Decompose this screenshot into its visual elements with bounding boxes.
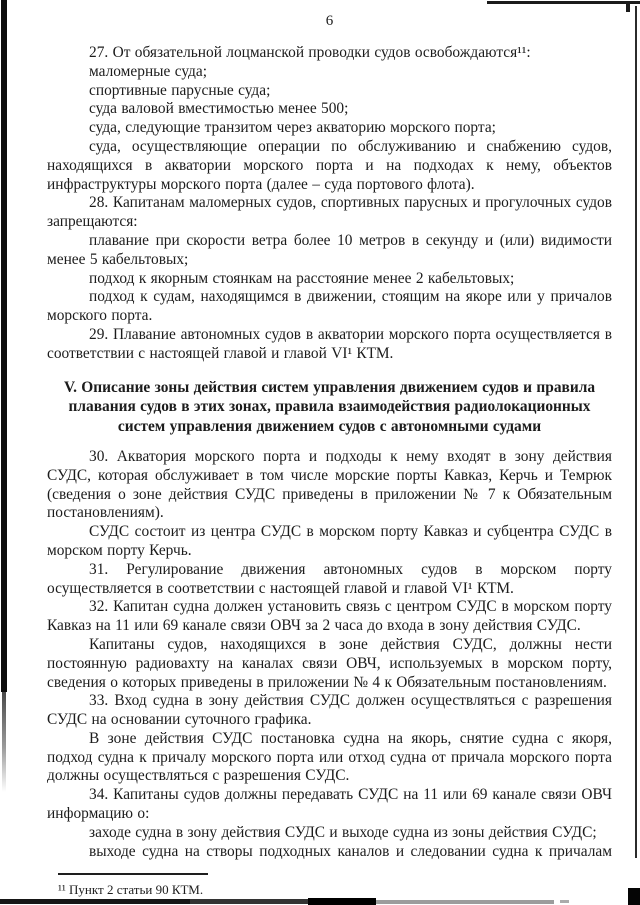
paragraph: 27. От обязательной лоцманской проводки судов освобождаются¹¹: [89, 44, 531, 61]
paragraph: подход к судам, находящимся в движении, стоящим на якоре или у причалов морского порта. [47, 288, 612, 325]
paragraph: подход к якорным стоянкам на расстояние менее 2 кабельтовых; [89, 269, 515, 287]
paragraph: СУДС состоит из центра СУДС в морском порту Кавказ и субцентра СУДС в морском порту Керчь. [47, 523, 612, 559]
scan-artifact-left-bar [1, 0, 7, 692]
paragraph: суда валовой вместимостью менее 500; [89, 100, 349, 118]
scan-artifact-bottom-bar [308, 898, 376, 905]
paragraph: Капитаны судов, находящихся в зоне действия СУДС, должны нести постоянную радиовахту на каналах связи ОВЧ, используемых в морском порту, сведения о которых приведены в приложении № 4 к Обязательным постановлениям. [47, 635, 612, 691]
scan-artifact-left-bar-fade [2, 692, 6, 792]
paragraph: выходе судна на створы подходных каналов и следовании судна к причалам [89, 842, 612, 860]
paragraph: суда, осуществляющие операции по обслуживанию и снабжению судов, находящихся в акватории морского порта и на подходах к нему, объектов инфраструктуры морского порта (далее – суда портового флота). [47, 137, 612, 193]
paragraph: 28. Капитанам маломерных судов, спортивных парусных и прогулочных судов запрещаются: [47, 194, 612, 231]
scan-artifact-bottom-bar [560, 900, 569, 903]
section-heading: V. Описание зоны действия систем управления движением судов и правила плавания судов в этих зонах, правила взаимодействия радиолокационных систем управления движением судов с автономными судами [63, 378, 596, 436]
paragraph: 32. Капитан судна должен установить связь с центром СУДС в морском порту Кавказ на 11 или 69 канале связи ОВЧ за 2 часа до входа в зону действия СУДС. [47, 598, 612, 635]
paragraph-list [47, 44, 612, 861]
document-body [47, 44, 612, 898]
paragraph: 31. Регулирование движения автономных судов в морском порту осуществляется в соответствии с настоящей главой и главой VI¹ КТМ. [47, 560, 612, 597]
paragraph: 34. Капитаны судов должны передавать СУДС на 11 или 69 канале связи ОВЧ информацию о: [47, 786, 612, 823]
paragraph: 33. Вход судна в зону действия СУДС должен осуществляться с разрешения СУДС на основании суточного графика. [47, 692, 612, 729]
paragraph: В зоне действия СУДС постановка судна на якорь, снятие судна с якоря, подход судна к причалу морского порта или отход судна от причала морского порта должны осуществляться с разрешения СУДС. [47, 729, 612, 785]
footnote [58, 873, 612, 898]
paragraph: суда, следующие транзитом через акваторию морского порта; [89, 119, 496, 137]
paragraph: 29. Плавание автономных судов в акватории морского порта осуществляется в соответствии с настоящей главой и главой VI¹ КТМ. [47, 325, 612, 362]
scan-artifact-bottom-bar [376, 900, 554, 904]
page-number: 6 [325, 13, 334, 29]
paragraph: плавание при скорости ветра более 10 метров в секунду и (или) видимости менее 5 кабельтовых; [47, 231, 612, 268]
paragraph: спортивные парусные суда; [89, 81, 271, 99]
scan-artifact-right-edge-line [635, 6, 637, 858]
paragraph: 30. Акватория морского порта и подходы к нему входят в зону действия СУДС, которая обслуживает в том числе морские порты Кавказ, Керчь и Темрюк (сведения о зоне действия СУДС приведены в приложении № 7 к Обязательным постановлениям). [47, 447, 612, 522]
scan-artifact-bottom-bar [190, 899, 308, 904]
scan-artifact-bottom-bar [0, 899, 190, 904]
paragraph: заходе судна в зону действия СУДС и выходе судна из зоны действия СУДС; [89, 823, 597, 841]
paragraph: маломерные суда; [89, 62, 207, 80]
footnote-separator-rule [58, 873, 208, 875]
scan-artifact-bottom-right-block [628, 888, 640, 905]
scan-artifact-top-edge-line [487, 1, 640, 4]
scan-artifact-top-right-tick [626, 1, 630, 12]
footnote-text: ¹¹ Пункт 2 статьи 90 КТМ. [58, 882, 204, 898]
